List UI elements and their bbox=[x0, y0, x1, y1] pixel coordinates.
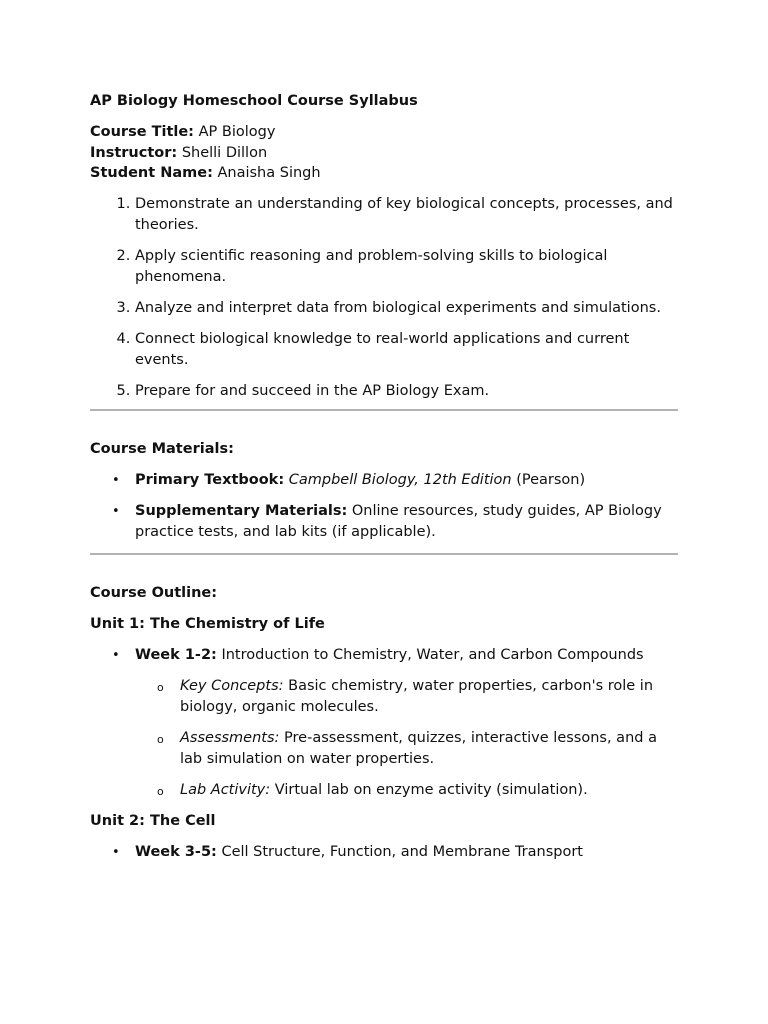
week-label: Week 3-5: bbox=[135, 843, 217, 860]
supplementary-label: Supplementary Materials: bbox=[135, 502, 348, 519]
list-item bbox=[135, 842, 678, 863]
list-item bbox=[180, 676, 678, 718]
objective-item: 2. Apply scientific reasoning and problem-solving skills to biological phenomena. bbox=[135, 246, 678, 288]
objective-item: 3. Analyze and interpret data from biological experiments and simulations. bbox=[135, 298, 678, 319]
instructor-label: Instructor: bbox=[90, 144, 178, 161]
student-line bbox=[90, 163, 678, 184]
lab-activity-label: Lab Activity: bbox=[180, 781, 271, 798]
list-item bbox=[135, 645, 678, 801]
unit-2-list bbox=[90, 842, 678, 863]
syllabus-page bbox=[90, 91, 678, 873]
textbook-title: Campbell Biology, 12th Edition bbox=[288, 471, 512, 488]
objectives-list bbox=[90, 194, 678, 402]
unit-1-sublist bbox=[135, 676, 678, 801]
unit-2-title: Unit 2: The Cell bbox=[90, 812, 216, 829]
assessments-text: Pre-assessment, quizzes, interactive lessons, and a lab simulation on water properties. bbox=[180, 729, 657, 767]
key-concepts-text: Basic chemistry, water properties, carbon's role in biology, organic molecules. bbox=[180, 677, 654, 715]
list-item bbox=[180, 780, 678, 801]
student-value: Anaisha Singh bbox=[217, 165, 321, 181]
course-title-label: Course Title: bbox=[90, 124, 194, 140]
document-title: AP Biology Homeschool Course Syllabus bbox=[90, 93, 418, 109]
list-item bbox=[180, 728, 678, 770]
section-divider bbox=[90, 553, 678, 555]
list-item bbox=[135, 470, 678, 491]
week-label: Week 1-2: bbox=[135, 646, 217, 663]
materials-heading: Course Materials: bbox=[90, 440, 234, 457]
instructor-value: Shelli Dillon bbox=[181, 144, 268, 161]
supplementary-text: Online resources, study guides, AP Biology practice tests, and lab kits (if applicable). bbox=[135, 502, 662, 540]
textbook-label: Primary Textbook: bbox=[135, 471, 285, 488]
assessments-label: Assessments: bbox=[180, 729, 280, 746]
course-info bbox=[90, 122, 678, 184]
objective-item: 5. Prepare for and succeed in the AP Biology Exam. bbox=[135, 381, 678, 402]
lab-activity-text: Virtual lab on enzyme activity (simulation). bbox=[274, 781, 588, 798]
unit-1-title: Unit 1: The Chemistry of Life bbox=[90, 615, 325, 632]
unit-1-list bbox=[90, 645, 678, 801]
week-text: Cell Structure, Function, and Membrane Transport bbox=[221, 843, 583, 860]
week-text: Introduction to Chemistry, Water, and Carbon Compounds bbox=[221, 646, 644, 663]
key-concepts-label: Key Concepts: bbox=[180, 677, 284, 694]
objective-item: 1. Demonstrate an understanding of key biological concepts, processes, and theories. bbox=[135, 194, 678, 236]
list-item bbox=[135, 501, 678, 543]
textbook-publisher: (Pearson) bbox=[516, 471, 586, 488]
section-divider bbox=[90, 409, 678, 411]
objective-item: 4. Connect biological knowledge to real-world applications and current events. bbox=[135, 329, 678, 371]
instructor-line bbox=[90, 143, 678, 164]
student-label: Student Name: bbox=[90, 165, 213, 181]
course-title-line bbox=[90, 122, 678, 143]
course-title-value: AP Biology bbox=[198, 124, 276, 140]
materials-list bbox=[90, 470, 678, 543]
outline-heading: Course Outline: bbox=[90, 584, 218, 601]
